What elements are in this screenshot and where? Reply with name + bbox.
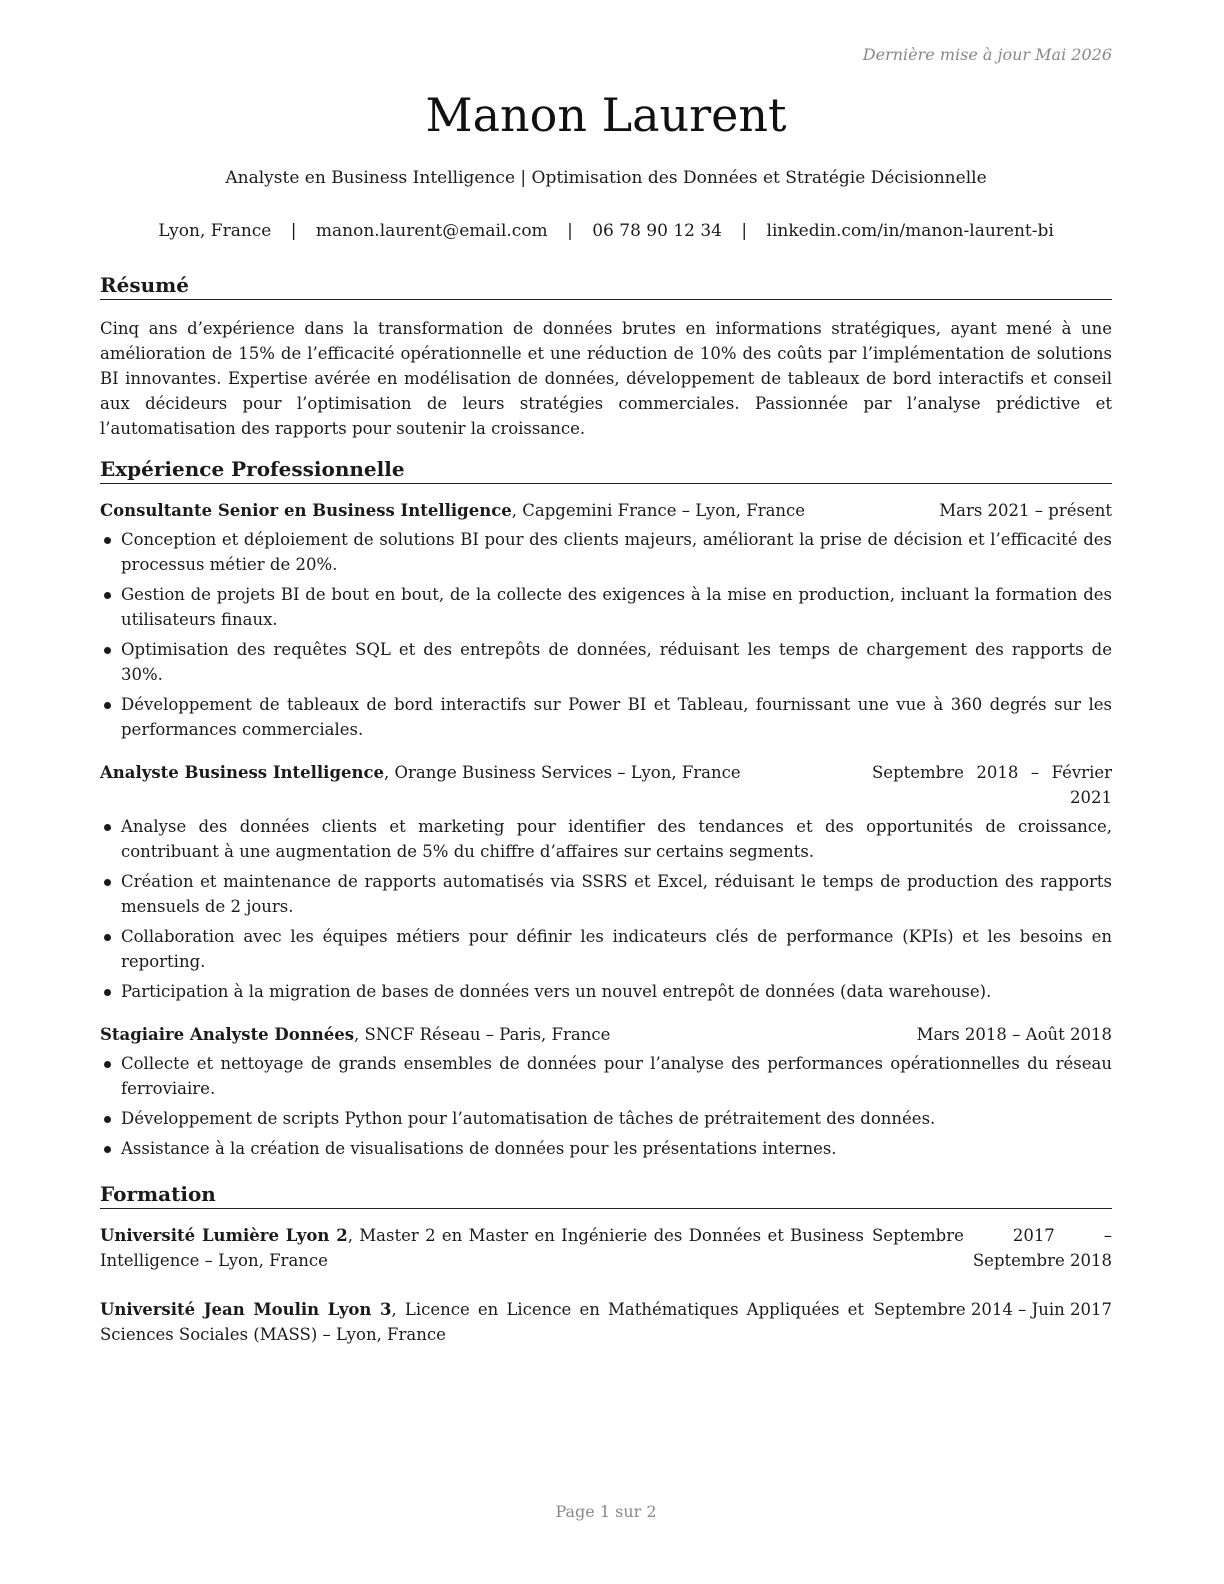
list-item: Conception et déploiement de solutions BI pour des clients majeurs, améliorant la prise de décision et l’efficacité des processus métier de 20%.: [100, 527, 1112, 577]
candidate-name: Manon Laurent: [425, 88, 787, 142]
education-entry: [100, 1297, 1112, 1347]
job-bullets: [100, 1051, 1112, 1161]
job-org: , SNCF Réseau – Paris, France: [354, 1025, 611, 1044]
contact-line: [100, 221, 1112, 241]
job-header: [100, 1022, 1112, 1047]
contact-phone: 06 78 90 12 34: [592, 221, 722, 241]
list-item: Analyse des données clients et marketing pour identifier des tendances et des opportunités de croissance, contribuant à une augmentation de 5% du chiffre d’affaires sur certains segments.: [100, 814, 1112, 864]
contact-email[interactable]: manon.laurent@email.com: [315, 221, 548, 241]
list-item: Participation à la migration de bases de données vers un nouvel entrepôt de données (data warehouse).: [100, 979, 1112, 1004]
job-org: , Capgemini France – Lyon, France: [511, 501, 806, 520]
education-degree: , Licence en Licence en Mathématiques Appliquées et Sciences Sociales (MASS) – Lyon, France: [100, 1300, 864, 1344]
education-school: Université Jean Moulin Lyon 3: [100, 1300, 392, 1319]
education-degree: , Master 2 en Master en Ingénierie des Données et Business Intelligence – Lyon, France: [100, 1226, 864, 1270]
contact-separator: |: [290, 221, 297, 241]
contact-separator: |: [567, 221, 573, 241]
list-item: Collecte et nettoyage de grands ensembles de données pour l’analyse des performances opérationnelles du réseau ferroviaire.: [100, 1051, 1112, 1101]
job-role: Stagiaire Analyste Données: [100, 1025, 355, 1044]
list-item: Développement de tableaux de bord interactifs sur Power BI et Tableau, fournissant une vue à 360 degrés sur les performances commerciales.: [100, 692, 1112, 742]
job-entry: [100, 498, 1112, 742]
tagline: Analyste en Business Intelligence | Optimisation des Données et Stratégie Décisionnelle: [225, 168, 987, 188]
job-header: [100, 760, 1112, 810]
contact-linkedin[interactable]: linkedin.com/in/manon-laurent-bi: [766, 221, 1054, 241]
job-dates: Mars 2021 – présent: [939, 501, 1112, 520]
job-role: Analyste Business Intelligence: [100, 763, 385, 782]
summary-text: Cinq ans d’expérience dans la transformation de données brutes en informations stratégiques, ayant mené à une amélioration de 15% de l’efficacité opérationnelle et une réduction de 10% des coûts par l’implémentation de solutions BI innovantes. Expertise avérée en modélisation de données, développement de tableaux de bord interactifs et conseil aux décideurs pour l’optimisation de leurs stratégies commerciales. Passionnée par l’analyse prédictive et l’automatisation des rapports pour soutenir la croissance.: [100, 319, 1112, 438]
contact-separator: |: [741, 221, 748, 241]
education-header: [100, 1223, 1112, 1273]
resume-page: [100, 0, 1112, 1584]
list-item: Collaboration avec les équipes métiers pour définir les indicateurs clés de performance (KPIs) et les besoins en reporting.: [100, 924, 1112, 974]
job-header: [100, 498, 1112, 523]
list-item: Assistance à la création de visualisations de données pour les présentations internes.: [100, 1136, 1112, 1161]
list-item: Optimisation des requêtes SQL et des entrepôts de données, réduisant les temps de chargement des rapports de 30%.: [100, 637, 1112, 687]
job-dates: Mars 2018 – Août 2018: [916, 1025, 1112, 1044]
job-bullets: [100, 527, 1112, 742]
education-section: [100, 1181, 1112, 1347]
job-entry: [100, 760, 1112, 1004]
contact-location: Lyon, France: [158, 221, 272, 241]
last-updated: Dernière mise à jour Mai 2026: [862, 45, 1112, 64]
education-header: [100, 1297, 1112, 1347]
education-dates: Septembre 2017 – Septembre 2018: [872, 1226, 1112, 1270]
page-number: Page 1 sur 2: [555, 1502, 657, 1521]
job-org: , Orange Business Services – Lyon, France: [384, 763, 741, 782]
job-role: Consultante Senior en Business Intelligence: [100, 501, 512, 520]
education-dates: Septembre 2014 – Juin 2017: [873, 1300, 1112, 1319]
job-dates: Septembre 2018 – Février 2021: [872, 763, 1112, 807]
section-title: Formation: [100, 1181, 1112, 1209]
experience-section: [100, 456, 1112, 1166]
job-bullets: [100, 814, 1112, 1004]
summary-section: [100, 272, 1112, 441]
education-school: Université Lumière Lyon 2: [100, 1226, 348, 1245]
list-item: Création et maintenance de rapports automatisés via SSRS et Excel, réduisant le temps de production des rapports mensuels de 2 jours.: [100, 869, 1112, 919]
list-item: Développement de scripts Python pour l’automatisation de tâches de prétraitement des données.: [100, 1106, 1112, 1131]
job-entry: [100, 1022, 1112, 1161]
list-item: Gestion de projets BI de bout en bout, de la collecte des exigences à la mise en production, incluant la formation des utilisateurs finaux.: [100, 582, 1112, 632]
education-entry: [100, 1223, 1112, 1273]
section-title: Expérience Professionnelle: [100, 456, 1112, 484]
section-title: Résumé: [100, 272, 1112, 300]
